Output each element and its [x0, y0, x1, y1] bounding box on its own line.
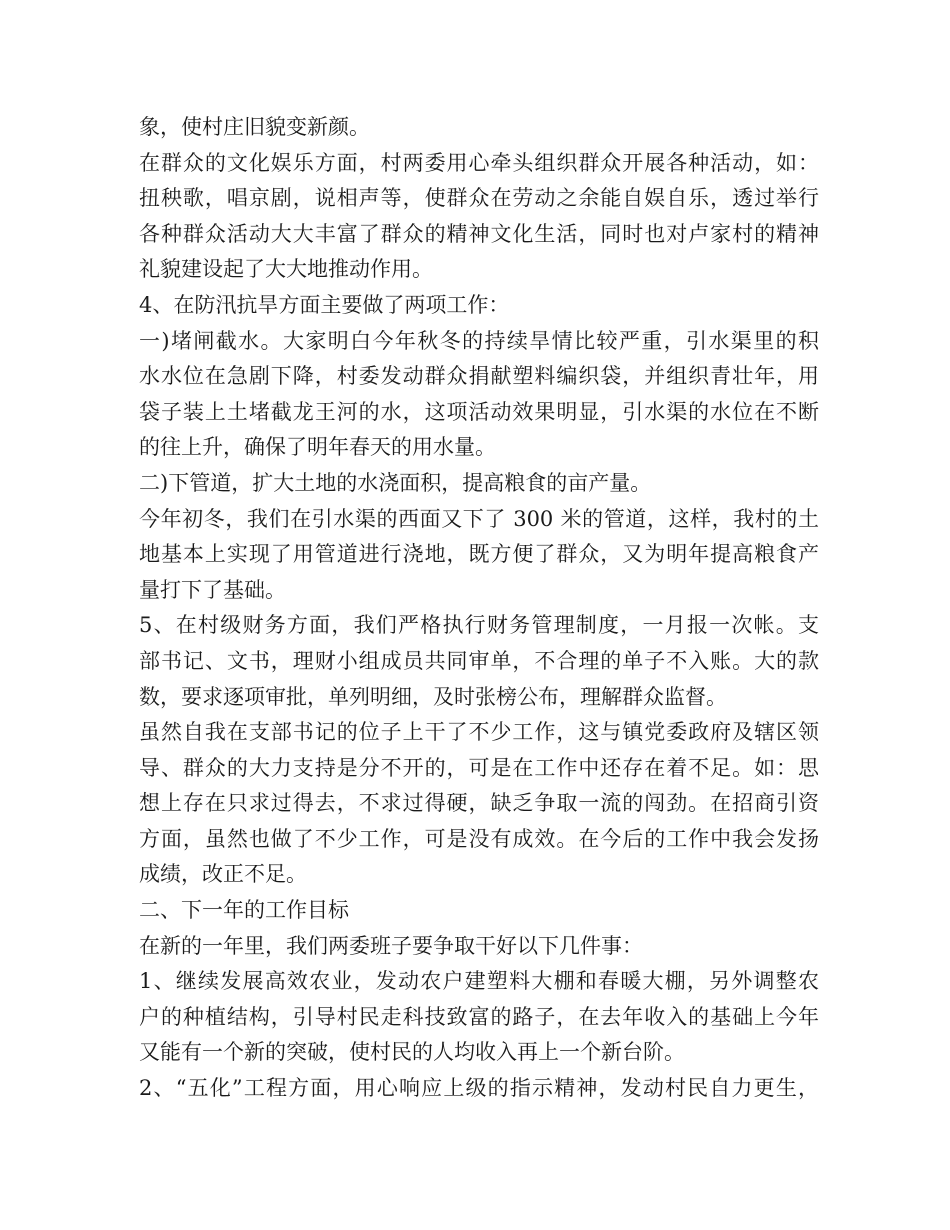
text-line: 量打下了基础。	[139, 577, 286, 602]
text-line: 又能有一个新的突破，使村民的人均收入再上一个新台阶。	[139, 1040, 685, 1065]
text-line: 今年初冬，我们在引水渠的西面又下了 300 米的管道，这样，我村的土	[139, 506, 819, 531]
text-line: 4、在防汛抗旱方面主要做了两项工作：	[139, 292, 510, 317]
text-line: 虽然自我在支部书记的位子上干了不少工作，这与镇党委政府及辖区领	[139, 720, 819, 745]
text-line: 数，要求逐项审批，单列明细，及时张榜公布，理解群众监督。	[139, 684, 727, 709]
text-line: 扭秧歌，唱京剧，说相声等，使群众在劳动之余能自娱自乐，透过举行	[139, 186, 819, 211]
text-line: 礼貌建设起了大大地推动作用。	[139, 257, 433, 282]
text-line: 想上存在只求过得去，不求过得硬，缺乏争取一流的闯劲。在招商引资	[139, 791, 819, 816]
text-line: 在群众的文化娱乐方面，村两委用心牵头组织群众开展各种活动，如：	[139, 150, 819, 175]
text-line: 成绩，改正不足。	[139, 862, 307, 887]
text-line: 一)堵闸截水。大家明白今年秋冬的持续旱情比较严重，引水渠里的积	[139, 328, 819, 353]
text-line: 象，使村庄旧貌变新颜。	[139, 115, 370, 139]
text-line: 方面，虽然也做了不少工作，可是没有成效。在今后的工作中我会发扬	[139, 826, 819, 851]
document-body-text	[139, 110, 819, 1107]
text-line: 地基本上实现了用管道进行浇地，既方便了群众，又为明年提高粮食产	[139, 542, 819, 567]
text-line: 在新的一年里，我们两委班子要争取干好以下几件事：	[139, 933, 643, 958]
text-line: 二)下管道，扩大土地的水浇面积，提高粮食的亩产量。	[139, 470, 652, 495]
text-line: 户的种植结构，引导村民走科技致富的路子，在去年收入的基础上今年	[139, 1004, 819, 1029]
text-line: 导、群众的大力支持是分不开的，可是在工作中还存在着不足。如：思	[139, 755, 819, 780]
text-line: 水水位在急剧下降，村委发动群众捐献塑料编织袋，并组织青壮年，用	[139, 364, 819, 389]
text-line: 5、在村级财务方面，我们严格执行财务管理制度，一月报一次帐。支	[139, 613, 819, 638]
text-line: 各种群众活动大大丰富了群众的精神文化生活，同时也对卢家村的精神	[139, 221, 819, 246]
text-line: 1、继续发展高效农业，发动农户建塑料大棚和春暖大棚，另外调整农	[139, 969, 819, 994]
text-line: 袋子装上土堵截龙王河的水，这项活动效果明显，引水渠的水位在不断	[139, 399, 819, 424]
text-line: 的往上升，确保了明年春天的用水量。	[139, 435, 496, 460]
text-line: 2、“五化”工程方面，用心响应上级的指示精神，发动村民自力更生，	[139, 1076, 819, 1101]
text-line: 二、下一年的工作目标	[139, 898, 349, 923]
text-line: 部书记、文书，理财小组成员共同审单，不合理的单子不入账。大的款	[139, 648, 819, 673]
